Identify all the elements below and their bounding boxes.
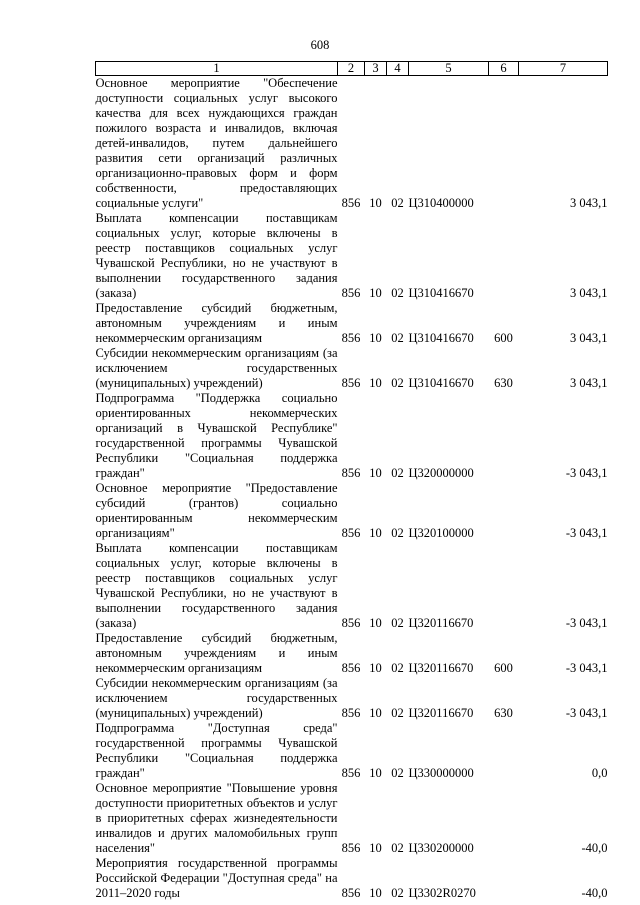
section-code: 10: [369, 706, 382, 720]
ministry-code: 856: [341, 196, 361, 210]
subsection-code: 02: [391, 526, 404, 540]
column-header: 1: [96, 62, 338, 76]
expense-type-code: 630: [494, 706, 513, 720]
table-row: [96, 481, 608, 541]
section-code: 10: [369, 661, 382, 675]
amount: -40,0: [581, 841, 608, 855]
section-code: 10: [369, 466, 382, 480]
section-code: 10: [369, 286, 382, 300]
row-description: Подпрограмма "Поддержка социально ориентированных некоммерческих организаций в Чувашской Республике" государственной программы Чувашской Республики "Социальная поддержка граждан": [95, 391, 338, 480]
section-code: 10: [369, 331, 382, 345]
section-code: 10: [369, 196, 382, 210]
section-code: 10: [369, 616, 382, 630]
column-number-row: [96, 62, 608, 76]
table-row: [96, 676, 608, 721]
ministry-code: 856: [341, 376, 361, 390]
row-description: Основное мероприятие "Повышение уровня доступности приоритетных объектов и услуг в приоритетных сферах жизнедеятельности инвалидов и других маломобильных групп населения": [95, 781, 338, 855]
amount: -3 043,1: [565, 706, 608, 720]
row-description: Подпрограмма "Доступная среда" государственной программы Чувашской Республики "Социальная поддержка граждан": [95, 721, 338, 780]
column-header: 7: [519, 62, 608, 76]
amount: -3 043,1: [565, 466, 608, 480]
row-description: Предоставление субсидий бюджетным, автономным учреждениям и иным некоммерческим организациям: [95, 631, 338, 675]
section-code: 10: [369, 886, 382, 900]
row-description: Основное мероприятие "Обеспечение доступности социальных услуг высокого качества для всех нуждающихся граждан пожилого возраста и инвалидов, включая детей-инвалидов, путем дальнейшего развития сети организаций различных организационно-правовых форм и форм собственности, предоставляющих социальные услуги": [95, 76, 338, 210]
row-description: Субсидии некоммерческим организациям (за исключением государственных (муниципальных) учреждений): [95, 346, 338, 390]
amount: -3 043,1: [565, 616, 608, 630]
expense-type-code: 630: [494, 376, 513, 390]
ministry-code: 856: [341, 616, 361, 630]
ministry-code: 856: [341, 661, 361, 675]
target-article-code: Ц320100000: [408, 526, 474, 540]
ministry-code: 856: [341, 286, 361, 300]
amount: 3 043,1: [570, 286, 608, 300]
subsection-code: 02: [391, 466, 404, 480]
expense-type-code: [489, 856, 519, 901]
subsection-code: 02: [391, 196, 404, 210]
page-number: 608: [310, 38, 330, 52]
row-description: Выплата компенсации поставщикам социальных услуг, которые включены в реестр поставщиков социальных услуг Чувашской Республики, но не участвуют в выполнении государственного задания (заказа): [95, 211, 338, 300]
section-code: 10: [369, 766, 382, 780]
expense-type-code: [489, 76, 519, 212]
target-article-code: Ц320000000: [408, 466, 474, 480]
expense-type-code: [489, 211, 519, 301]
expense-type-code: 600: [494, 661, 513, 675]
amount: 3 043,1: [570, 196, 608, 210]
subsection-code: 02: [391, 331, 404, 345]
ministry-code: 856: [341, 886, 361, 900]
target-article-code: Ц330200000: [408, 841, 474, 855]
table-row: [96, 541, 608, 631]
amount: -40,0: [581, 886, 608, 900]
section-code: 10: [369, 526, 382, 540]
table-row: [96, 781, 608, 856]
expense-type-code: [489, 721, 519, 781]
table-row: [96, 721, 608, 781]
section-code: 10: [369, 841, 382, 855]
ministry-code: 856: [341, 766, 361, 780]
ministry-code: 856: [341, 526, 361, 540]
subsection-code: 02: [391, 886, 404, 900]
expense-type-code: [489, 391, 519, 481]
table-row: [96, 856, 608, 901]
expense-type-code: [489, 781, 519, 856]
amount: 3 043,1: [570, 331, 608, 345]
target-article-code: Ц310400000: [408, 196, 474, 210]
subsection-code: 02: [391, 661, 404, 675]
subsection-code: 02: [391, 841, 404, 855]
amount: 0,0: [591, 766, 608, 780]
expense-type-code: 600: [494, 331, 513, 345]
target-article-code: Ц330000000: [408, 766, 474, 780]
column-header: 2: [338, 62, 365, 76]
expense-type-code: [489, 541, 519, 631]
column-header: 5: [409, 62, 489, 76]
ministry-code: 856: [341, 331, 361, 345]
ministry-code: 856: [341, 841, 361, 855]
row-description: Субсидии некоммерческим организациям (за исключением государственных (муниципальных) учреждений): [95, 676, 338, 720]
table-row: [96, 76, 608, 212]
subsection-code: 02: [391, 766, 404, 780]
amount: 3 043,1: [570, 376, 608, 390]
target-article-code: Ц310416670: [408, 286, 474, 300]
row-description: Мероприятия государственной программы Российской Федерации "Доступная среда" на 2011–2020 годы: [95, 856, 338, 900]
table-row: [96, 391, 608, 481]
ministry-code: 856: [341, 466, 361, 480]
row-description: Предоставление субсидий бюджетным, автономным учреждениям и иным некоммерческим организациям: [95, 301, 338, 345]
table-row: [96, 346, 608, 391]
subsection-code: 02: [391, 706, 404, 720]
amount: -3 043,1: [565, 661, 608, 675]
target-article-code: Ц310416670: [408, 376, 474, 390]
row-description: Основное мероприятие "Предоставление субсидий (грантов) социально ориентированным некоммерческим организациям": [95, 481, 338, 540]
table-row: [96, 211, 608, 301]
budget-table: [95, 61, 608, 901]
ministry-code: 856: [341, 706, 361, 720]
subsection-code: 02: [391, 376, 404, 390]
target-article-code: Ц310416670: [408, 331, 474, 345]
target-article-code: Ц320116670: [408, 661, 474, 675]
subsection-code: 02: [391, 616, 404, 630]
table-row: [96, 301, 608, 346]
target-article-code: Ц320116670: [408, 616, 474, 630]
amount: -3 043,1: [565, 526, 608, 540]
column-header: 3: [365, 62, 387, 76]
column-header: 4: [387, 62, 409, 76]
row-description: Выплата компенсации поставщикам социальных услуг, которые включены в реестр поставщиков социальных услуг Чувашской Республики, но не участвуют в выполнении государственного задания (заказа): [95, 541, 338, 630]
section-code: 10: [369, 376, 382, 390]
table-row: [96, 631, 608, 676]
target-article-code: Ц3302R0270: [408, 886, 476, 900]
column-header: 6: [489, 62, 519, 76]
target-article-code: Ц320116670: [408, 706, 474, 720]
expense-type-code: [489, 481, 519, 541]
subsection-code: 02: [391, 286, 404, 300]
